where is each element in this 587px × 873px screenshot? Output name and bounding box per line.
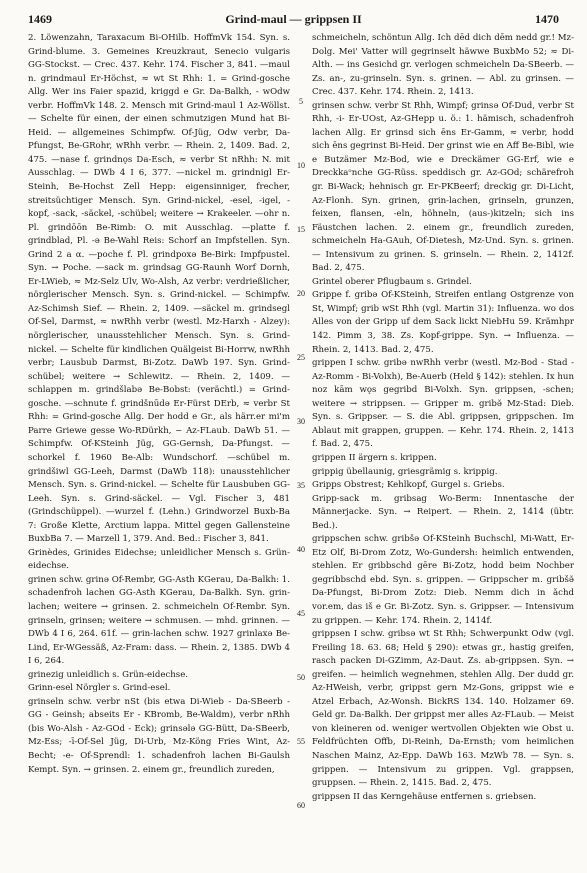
line-number: 60	[297, 801, 305, 810]
left-column	[28, 32, 290, 862]
line-number: 5	[299, 97, 303, 106]
right-column	[312, 32, 574, 862]
entry-paragraph: grippen II ärgern s. krippen.	[312, 452, 437, 463]
line-number: 15	[297, 225, 305, 234]
entry-paragraph: grippsen II das Kerngehäuse entfernen s. griebsen.	[312, 791, 537, 802]
entry-paragraph: grippschen schw. gribšə Of-KSteinh Buchschl, Mi-Watt, Er-Etz Olf, Bi-Drom Zotz, Wo-Gundersh: heimlich entwenden, stehlen. Er gribbschd gēre Bi-Zotz, hodd beim Nochber gegribbschd ebd. Syn. s. grippen. — Grippscher m. gribšə̆ Da-Pfungst, Bi-Drom Zotz: Dieb. Nemm dich in ǎchd vor.em, das iš e Gr. Bi-Zotz. Syn. s. Grippser. — Intensivum zu grippen. — Kehr. 174. Rhein. 2, 1414f.	[312, 534, 574, 626]
line-number: 40	[297, 545, 305, 554]
entry-paragraph: grinezig unleidlich s. Grün-eidechse.	[28, 669, 189, 680]
entry-paragraph: grippig übellaunig, griesgrämig s. krippig.	[312, 466, 498, 477]
page-number-right: 1470	[535, 12, 559, 26]
entry-paragraph: grinsen schw. verbr St Rhh, Wimpf; grinsə Of-Dud, verbr St Rhh, -i- Er-UOst, Az-GHepp u. ö.: 1. hämisch, schadenfroh lachen Allg. Er grinsd sich ēns Er-Gamm, ≈ verbr, hodd sich ēns gegrinst Bi-Heid. Der grinst wie en Aff Be-Bibl, wie e Butzämer Mz-Bod, wie e Dreckämer GG-Erf, wie e Dreckka⁠ᵒnche GG-Rüss. speddisch gr. Az-GOd; schärefroh gr. Bi-Wack; hehnisch gr. Er-PKBeerf; dreckig gr. Di-Licht, Az-Flonh. Syn. grinen, grin-lachen, grinseln, grunzen, feixen, flansen, -eln, höhneln, (aus-)kitzeln; sich ins Fäustchen lachen. 2. einem gr., freundlich zureden, schmeicheln Ha-GAuh, Of-Dietesh, Mz-Und. Syn. s. grinen. — Intensivum zu grinen. S. grinseln. — Rhein. 2, 1412f. Bad. 2, 475.	[312, 100, 574, 274]
entry-paragraph: Gripp-sack m. gribsag Wo-Berm: Innentasche der Männerjacke. Syn. → Reipert. — Rhein. 2, 1414 (übtr. Bed.).	[312, 493, 574, 531]
page-header	[28, 12, 559, 28]
entry-paragraph: grinseln schw. verbr nSt (bis etwa Di-Wieb - Da-SBeerb - GG - Geinsh; abseits Er - KBromb, Be-Waldm), verbr nRhh (bis Wo-Alsh - Az-GOd - Eck); grinsəlǝ GG-Bütt, Da-SBeerb, Mz-Ess; -ī-Of-Sel Jüg, Di-Urb, Mz-Köng Fries Wint, Az-Becht; -e- Of-Sprendl: 1. schadenfroh lachen Bi-Gaulsh Kempt. Syn. → grinsen. 2. einem gr., freundlich zureden,	[28, 696, 290, 775]
entry-paragraph: Gripps Obstrest; Kehlkopf, Gurgel s. Griebs.	[312, 480, 505, 491]
entry-paragraph: grippen I schw. gribə nwRhh verbr (westl. Mz-Bod - Stad - Az-Romm - Bi-Volxh), Be-Auerb (Held § 142): stehlen. Ix hun noz kām wǫs gegribd Bi-Volxh. Syn. grippsen, -schen; weitere → strippsen. — Gripper m. gribə̆ Mz-Stad: Dieb. Syn. s. Grippser. — S. die Abl. grippsen, grippschen. Im Ablaut mit grappen, gruppen. — Kehr. 174. Rhein. 2, 1413 f. Bad. 2, 475.	[312, 358, 574, 450]
entry-paragraph: grinen schw. grinə Of-Rembr, GG-Asth KGerau, Da-Balkh: 1. schadenfroh lachen GG-Asth KGerau, Da-Balkh. Syn. grin-lachen; weitere → grinsen. 2. schmeicheln Of-Rembr. Syn. grinseln, grinsen; weitere → schmusen. — mhd. grinnen. — DWb 4 I 6, 264. 61f. — grin-lachen schw. 1927 grinlaxə Be-Lind, Er-WGessäß, Az-Fram: dass. — Rhein. 2, 1385. DWb 4 I 6, 264.	[28, 574, 290, 667]
line-number: 35	[297, 481, 305, 490]
entry-paragraph: grippsen I schw. gribsə wt St Rhh; Schwerpunkt Odw (vgl. Freiling 18. 63. 68; Held § 290): etwas gr., hastig greifen, rasch packen Di-GZimm, Az-Daut. Zs. ab-grippsen. Syn. → greifen. — heimlich wegnehmen, stehlen Allg. Der dudd gr. Az-HWeish, verbr, grippst gern Mz-Gons, grippst wie e Atzel Erbach, Az-Wonsh. BickRS 134. 140. Holzamer 69. Geld gr. Da-Balkh. Der grippst mer alles Az-FLaub. — Meist von kleineren od. weniger wertvollen Objekten wie Obst u. Feldfrüchten Offb, Di-Reinh, Da-Ernsth; vom heimlichen Naschen Mainz, Az-Epp. DaWb 163. MzWb 78. — Syn. s. grippen. — Intensivum zu grippen. Vgl. grappsen, gruppsen. — Rhein. 2, 1415. Bad. 2, 475.	[312, 629, 574, 789]
line-number: 45	[297, 609, 305, 618]
entry-paragraph: Grippe f. gribə Of-KSteinh, Streifen entlang Ostgrenze von St, Wimpf; grib wSt Rhh (vgl. Martin 31): Influenza. wo dos Alles von der Gripp uf dem Sack lickt NiebHu 59. Krämhpr 142. Pimm 3, 38. Zs. Kopf-grippe. Syn. → Influenza. — Rhein. 2, 1413. Bad. 2, 475.	[312, 290, 574, 355]
line-number: 50	[297, 673, 305, 682]
entry-paragraph: Grintel oberer Pflugbaum s. Grindel.	[312, 276, 472, 287]
page-number-left: 1469	[28, 12, 52, 26]
line-number: 30	[297, 417, 305, 426]
entry-paragraph: 2. Löwenzahn, Taraxacum Bi-OHilb. HoffmVk 154. Syn. s. Grind-blume. 3. Gemeines Kreuzkraut, Senecio vulgaris GG-Stockst. — Crec. 437. Kehr. 174. Fischer 3, 841. —maul n. grindmaul Er-Höchst, ≈ wt St Rhh: 1. = Grind-gosche Allg. Wer ins Faier spazid, kriggd e Gr. Da-Balkh, - wOdw verbr. HoffmVk 148. 2. Mensch mit Grind-maul 1 Az-Wöllst. — Schelte für einen, der einen schmutzigen Mund hat Bi-Heid. — allgemeines Schimpfw. Of-Jüg, Odw verbr, Da-Pfungst, Be-GRohr, wRhh verbr. — Rhein. 2, 1409. Bad. 2, 475. —nase f. grindnǫs Da-Esch, ≈ verbr St nRhh: N. mit Ausschlag. — DWb 4 I 6, 377. —nickel m. grindnigl Er-Steinh, Be-Hochst Zell Hepp: eigensinniger, frecher, streitsüchtiger Mensch. Syn. Grind-nickel, -esel, -igel, -kopf, -sack, -säckel, -schübel; weitere → Krakeeler. —ohr n. Pl. grindōōn Be-Rimb: O. mit Ausschlag. —platte f. grindblad, Pl. -ə Be-Wahl Reis: Schorf an Impfstellen. Syn. Grind 2 a α. —poche f. Pl. grindpoxə Be-Birk: Impfpustel. Syn. → Poche. —sack m. grindsag GG-Raunh Worf Dornh, Er-LWieb, ≈ Mz-Selz Ulv, Wo-Alsh, Az verbr: verdrießlicher, nörglerischer Mensch. Syn. s. Grind-nickel. — Schimpfw. Az-Schimsh Sief. — Rhein. 2, 1409. —säckel m. grindsegl Of-Sel, Darmst, ≈ nwRhh verbr (westl. Mz-Harxh - Alzey): nörglerischer, unausstehlicher Mensch. Syn. s. Grind-nickel. — Schelte für kindlichen Quälgeist Bi-Horrw, nwRhh verbr; Lausbub Darmst, Bi-Zotz. DaWb 197. Syn. Grind-schübel; weitere → Schlewitz. — Rhein. 2, 1409. —schlappen m. grindšlabə Be-Bobst: (verächtl.) = Grind-gosche. —schnute f. grindšnūdə Er-Fürst DErb, ≈ verbr St Rhh: = Grind-gosche Allg. Der hodd e Gr., als härr.er mi'm Parre Griewe gesse Wo-RDürkh, ~ Az-FLaub. DaWb 51. — Schimpfw. Of-KSteinh Jüg, GG-Gernsh, Da-Pfungst. —schorkel f. 1960 Be-Alb: Wundschorf. —schübel m. grindšiwl GG-Leeh, Darmst (DaWb 118): unausstehlicher Mensch. Syn. s. Grind-nickel. — Schelte für Lausbuben GG-Leeh. Syn. s. Grind-säckel. — Vgl. Fischer 3, 481 (Grindschüppel). —wurzel f. (Lehn.) Grindworzel Buxb-Ba 7: Große Klette, Arctium lappa. Mittel gegen Gallensteine BuxbBa 7. — Marzell 1, 379. And. Bed.: Fischer 3, 841.	[28, 33, 290, 545]
entry-paragraph: Grinèdes, Grinides Eidechse; unleidlicher Mensch s. Grün-eidechse.	[28, 547, 290, 572]
running-title: Grind-maul — grippsen II	[225, 12, 362, 26]
line-number: 55	[297, 737, 305, 746]
entry-paragraph: Grinn-esel Nörgler s. Grind-esel.	[28, 683, 171, 694]
line-number: 25	[297, 353, 305, 362]
entry-paragraph: schmeicheln, schöntun Allg. Ich dēd dich dēm nedd gr.! Mz-Dolg. Mei' Vatter will gegrinselt häwwe BuxbMo 52; ≈ Di-Alth. — ins Gesichd gr. verlogen schmeicheln Da-SBeerb. — Zs. an-, zu-grinseln. Syn. s. grinen. — Abl. zu grinsen. — Crec. 437. Kehr. 174. Rhein. 2, 1413.	[312, 33, 574, 98]
line-number: 10	[297, 161, 305, 170]
line-number: 20	[297, 289, 305, 298]
